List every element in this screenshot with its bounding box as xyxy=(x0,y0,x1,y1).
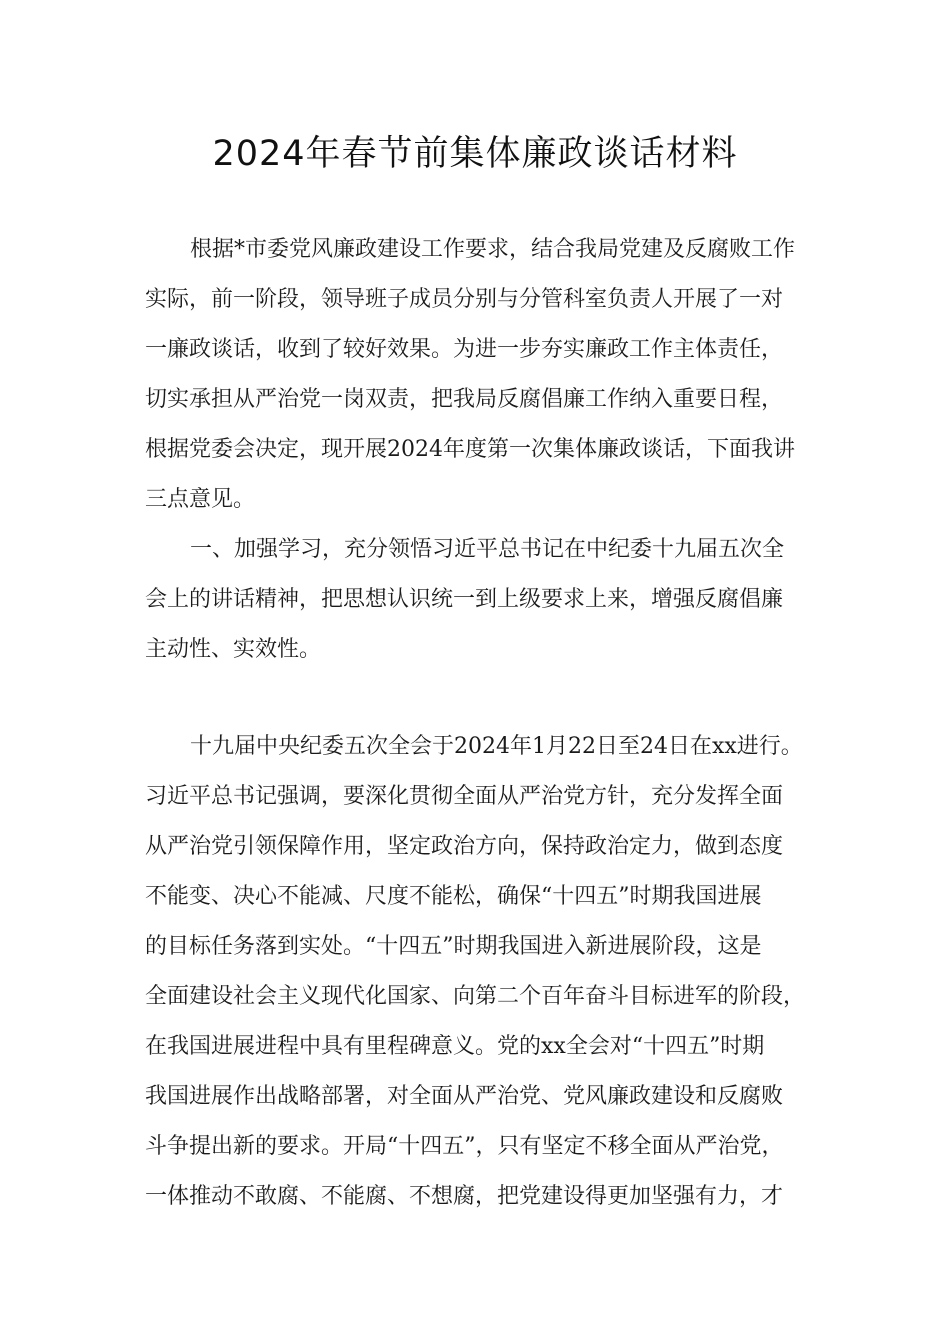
text-line: 切实承担从严治党一岗双责，把我局反腐倡廉工作纳入重要日程， xyxy=(145,387,784,412)
text-line: 一体推动不敢腐、不能腐、不想腐，把党建设得更加坚强有力，才 xyxy=(145,1184,784,1209)
text-line: 一廉政谈话，收到了较好效果。为进一步夯实廉政工作主体责任， xyxy=(145,337,784,362)
text-line: 会上的讲话精神，把思想认识统一到上级要求上来，增强反腐倡廉 xyxy=(145,587,784,612)
text-line: 三点意见。 xyxy=(145,487,256,512)
text-line: 我国进展作出战略部署，对全面从严治党、党风廉政建设和反腐败 xyxy=(145,1084,784,1109)
paragraph-plenary-session xyxy=(145,722,810,1222)
text-line: 从严治党引领保障作用，坚定政治方向，保持政治定力，做到态度 xyxy=(145,834,784,859)
text-line: 一、加强学习，充分领悟习近平总书记在中纪委十九届五次全 xyxy=(190,537,785,562)
text-line: 主动性、实效性。 xyxy=(145,637,322,662)
text-line: 全面建设社会主义现代化国家、向第二个百年奋斗目标进军的阶段， xyxy=(145,984,806,1009)
paragraph-intro xyxy=(145,225,810,525)
document-title: 2024年春节前集体廉政谈话材料 xyxy=(212,134,738,174)
paragraph-section-one-heading xyxy=(145,525,810,675)
text-line: 在我国进展进程中具有里程碑意义。党的xx全会对“十四五”时期 xyxy=(145,1034,765,1059)
text-line: 实际，前一阶段，领导班子成员分别与分管科室负责人开展了一对 xyxy=(145,287,784,312)
text-line: 斗争提出新的要求。开局“十四五”，只有坚定不移全面从严治党， xyxy=(145,1134,784,1159)
text-line: 习近平总书记强调，要深化贯彻全面从严治党方针，充分发挥全面 xyxy=(145,784,784,809)
text-line: 根据党委会决定，现开展2024年度第一次集体廉政谈话，下面我讲 xyxy=(145,437,795,462)
text-line: 十九届中央纪委五次全会于2024年1月22日至24日在xx进行。 xyxy=(190,734,803,759)
text-line: 不能变、决心不能减、尺度不能松，确保“十四五”时期我国进展 xyxy=(145,884,762,909)
text-line: 的目标任务落到实处。“十四五”时期我国进入新进展阶段，这是 xyxy=(145,934,762,959)
text-line: 根据*市委党风廉政建设工作要求，结合我局党建及反腐败工作 xyxy=(190,237,796,262)
